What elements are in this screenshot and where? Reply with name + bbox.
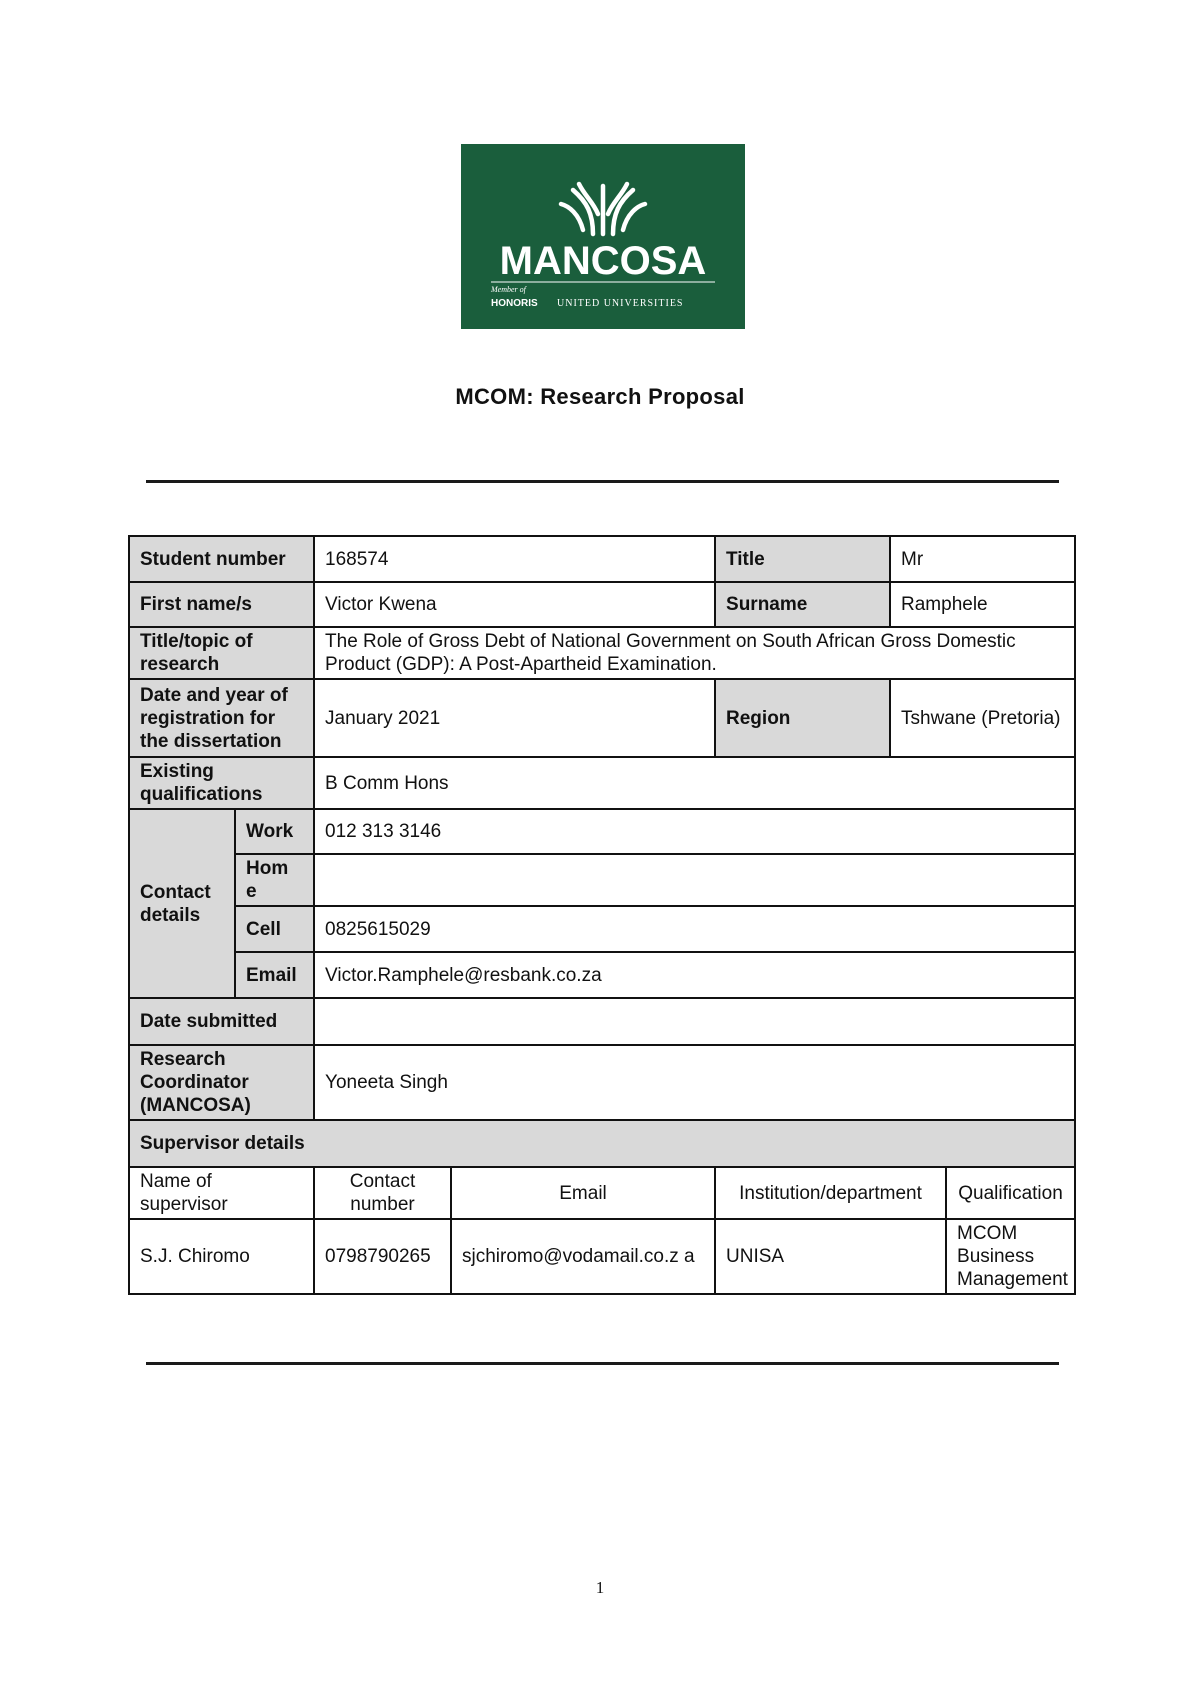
date-submitted-value — [314, 998, 1075, 1045]
row-contact-home — [129, 854, 1075, 906]
row-contact-email — [129, 952, 1075, 998]
email-label: Email — [235, 952, 314, 998]
row-registration — [129, 679, 1075, 757]
row-contact-work — [129, 809, 1075, 854]
supervisor-col-name: Name of supervisor — [129, 1167, 314, 1219]
row-contact-cell — [129, 906, 1075, 952]
supervisor-contact: 0798790265 — [314, 1219, 451, 1294]
supervisor-col-contact: Contact number — [314, 1167, 451, 1219]
row-supervisor-section — [129, 1120, 1075, 1167]
page-number: 1 — [595, 1578, 605, 1597]
topic-label: Title/topic of research — [129, 627, 314, 679]
registration-label: Date and year of registration for the dissertation — [129, 679, 314, 757]
email-value: Victor.Ramphele@resbank.co.za — [314, 952, 1075, 998]
qualifications-value: B Comm Hons — [314, 757, 1075, 809]
row-coordinator — [129, 1045, 1075, 1120]
first-names-label: First name/s — [129, 582, 314, 627]
coordinator-label: Research Coordinator (MANCOSA) — [129, 1045, 314, 1120]
student-number-label: Student number — [129, 536, 314, 582]
home-label: Hom e — [235, 854, 314, 906]
surname-value: Ramphele — [890, 582, 1075, 627]
title-label: Title — [715, 536, 890, 582]
qualifications-label: Existing qualifications — [129, 757, 314, 809]
contact-details-label: Contact details — [129, 809, 235, 998]
top-divider — [146, 480, 1059, 483]
student-number-value: 168574 — [314, 536, 715, 582]
proposal-form-table — [128, 535, 1076, 1295]
supervisor-col-qualification: Qualification — [946, 1167, 1075, 1219]
logo-wordmark: MANCOSA — [499, 239, 707, 283]
region-label: Region — [715, 679, 890, 757]
date-submitted-label: Date submitted — [129, 998, 314, 1045]
row-names — [129, 582, 1075, 627]
home-value — [314, 854, 1075, 906]
row-date-submitted — [129, 998, 1075, 1045]
logo-honoris: HONORIS — [491, 298, 538, 309]
region-value: Tshwane (Pretoria) — [890, 679, 1075, 757]
first-names-value: Victor Kwena — [314, 582, 715, 627]
cell-label: Cell — [235, 906, 314, 952]
row-qualifications — [129, 757, 1075, 809]
supervisor-institution: UNISA — [715, 1219, 946, 1294]
tree-emblem-icon — [561, 184, 645, 234]
supervisor-header-row — [129, 1167, 1075, 1219]
cell-value: 0825615029 — [314, 906, 1075, 952]
supervisor-name: S.J. Chiromo — [129, 1219, 314, 1294]
logo-united-universities: UNITED UNIVERSITIES — [557, 298, 684, 309]
row-student-number — [129, 536, 1075, 582]
topic-value: The Role of Gross Debt of National Government on South African Gross Domestic Product (GDP): A Post-Apartheid Examination. — [314, 627, 1075, 679]
bottom-divider — [146, 1362, 1059, 1365]
supervisor-section-label: Supervisor details — [129, 1120, 1075, 1167]
work-label: Work — [235, 809, 314, 854]
mancosa-logo — [461, 144, 745, 329]
title-value: Mr — [890, 536, 1075, 582]
work-value: 012 313 3146 — [314, 809, 1075, 854]
supervisor-col-email: Email — [451, 1167, 715, 1219]
supervisor-email: sjchiromo@vodamail.co.z a — [451, 1219, 715, 1294]
page-title: MCOM: Research Proposal — [455, 384, 745, 409]
registration-value: January 2021 — [314, 679, 715, 757]
supervisor-data-row — [129, 1219, 1075, 1294]
surname-label: Surname — [715, 582, 890, 627]
coordinator-value: Yoneeta Singh — [314, 1045, 1075, 1120]
logo-member-line: Member of — [491, 285, 526, 294]
supervisor-qualification: MCOM Business Management — [946, 1219, 1075, 1294]
row-topic — [129, 627, 1075, 679]
supervisor-col-institution: Institution/department — [715, 1167, 946, 1219]
